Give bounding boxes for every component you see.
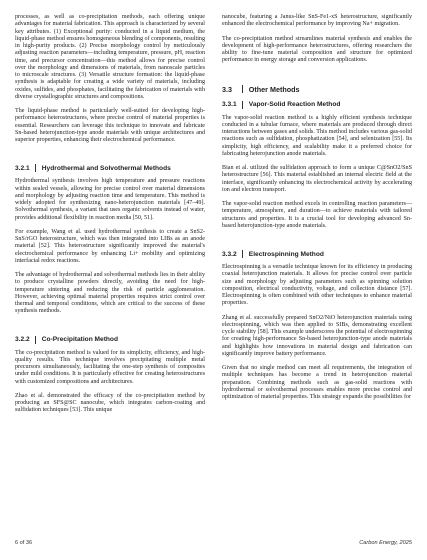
journal-name: Carbon Energy, 2025: [359, 540, 412, 546]
paragraph: The advantage of hydrothermal and solvothermal methods lies in their ability to produce crystalline powders directly, avoiding the need for high-temperature sintering and reducing the risk of particle agglomeration. However, achieving optimal material properties requires strict control over thermal and temporal conditions, which are critical to the success of these synthesis methods.: [15, 272, 205, 315]
section-title: Electrospinning Method: [248, 250, 324, 258]
section-heading: [222, 101, 412, 109]
page-footer: [15, 540, 412, 550]
paragraph: The vapor-solid reaction method excels in controlling reaction parameters—temperature, atmosphere, and duration—to achieve materials with tailored structures and properties. It is a crucial tool for developing advanced Sn-based heterojunction-type anode materials.: [222, 201, 412, 229]
heading-divider: [242, 85, 243, 93]
heading-divider: [35, 336, 36, 344]
section-number: 3.3.1: [222, 101, 237, 108]
right-column: [222, 14, 412, 408]
paragraph: nanocube, featuring a Janus-like SnS-Fe1-xS heterostructure, significantly enhanced the electrochemical performance by improving Na+ migration.: [222, 14, 412, 28]
heading-divider: [242, 101, 243, 109]
section-title: Vapor-Solid Reaction Method: [248, 101, 341, 108]
section-heading: [222, 85, 412, 94]
paragraph: The liquid-phase method is particularly well-suited for developing high-performance heterostructures, where precise control of material properties is essential. Researchers can leverage this technique to innovate and fabricate Sn-based heterojunction-type anode materials with unique architectures and superior properties, enhancing their electrochemical performance.: [15, 108, 205, 143]
page-number: 6 of 36: [15, 540, 33, 546]
paragraph: Zhang et al. successfully prepared SnO2/NiO heterojunction materials using electrospinning, which was then applied to SIBs, demonstrating excellent cycle stability [58]. This example underscores the potential of electrospinning for creating high-performance Sn-based heterojunction-type anode materials and highlights how innovations in material design and fabrication can significantly improve battery performance.: [222, 314, 412, 357]
paragraph: The co-precipitation method streamlines material synthesis and enables the development of high-performance heterostructures, offering researchers the ability to fine-tune material composition and structure for optimized performance in energy storage and conversion applications.: [222, 35, 412, 64]
paragraph: processes, as well as co-precipitation methods, each offering unique advantages for material fabrication. This approach is characterized by several key attributes. (1) Exceptional purity: conducted in a liquid medium, the liquid-phase method ensures homogeneous blending of components, resulting in high-purity products. (2) Precise morphology control by meticulously adjusting reaction parameters—including temperature, pressure, pH, reaction time, and precursor concentration—this method allows for precise control over the morphology and dimensions of materials, from nanoscale particles to microscale structures. (3) Versatile structure formation: the liquid-phase synthesis is adaptable for creating a wide variety of materials, including oxides, sulfides, and phosphates, facilitating the fabrication of materials with diverse crystallographic structures and compositions.: [15, 14, 205, 100]
paragraph: Bian et al. utilized the sulfidation approach to form a unique C@SnO2/SnS heterostructure [56]. This material established an internal electric field at the interface, significantly enhancing its electrochemical activity by accelerating ion and electron transport.: [222, 165, 412, 193]
paragraph: Zhao et al. demonstrated the efficacy of the co-precipitation method by producing an SFS@SC nanocube, which integrates carbon-coating and sulfidation techniques [53]. This unique: [15, 392, 205, 414]
section-number: 3.2.1: [15, 164, 30, 172]
section-title: Hydrothermal and Solvothermal Methods: [41, 164, 171, 172]
paragraph: For example, Wang et al. used hydrothermal synthesis to create a SnS2-SnS/rGO heterostructure, which was then integrated into LIBs as an anode material [52]. This heterostructure significantly improved the material's electrochemical performance by enhancing Li+ mobility and optimizing interfacial redox reactions.: [15, 228, 205, 264]
heading-divider: [242, 250, 243, 258]
paragraph: The co-precipitation method is valued for its simplicity, efficiency, and high-quality results. This technique involves precipitating multiple metal precursors simultaneously, facilitating the one-step synthesis of composites under mild conditions. It is particularly effective for creating heterostructures with customized compositions and architectures.: [15, 349, 205, 385]
section-number: 3.3.2: [222, 250, 237, 258]
section-heading: [15, 336, 205, 344]
heading-divider: [35, 164, 36, 172]
paragraph: Hydrothermal synthesis involves high temperature and pressure reactions within sealed vessels, allowing for precise control over material dimensions and morphology by adjusting reaction time and temperature. This method is widely adopted for synthesizing nano-heterojunction materials [47–49]. Solvothermal synthesis, a variant that uses organic solvents instead of water, provides additional flexibility in reaction media [50, 51].: [15, 178, 205, 221]
paragraph: The vapor-solid reaction method is a highly efficient synthesis technique conducted in a tubular furnace, where materials are produced through direct interactions between gases and solids. This method includes various gas-solid reactions such as sulfidation, phosphatization [54], and selenization [55]. Its simplicity, high efficiency, and scalability make it a preferred choice for fabricating heterojunction anode materials.: [222, 114, 412, 157]
left-column: [15, 14, 205, 422]
section-number: 3.3: [222, 84, 232, 94]
section-heading: [222, 250, 412, 258]
section-number: 3.2.2: [15, 336, 30, 343]
section-title: Co-Precipitation Method: [41, 336, 118, 343]
paragraph: Electrospinning is a versatile technique known for its efficiency in producing coaxial heterojunction materials. It allows for precise control over particle size and morphology by adjusting parameters such as spinning solution composition, electrical conductivity, voltage, and collection distance [57]. Electrospinning is often combined with other techniques to enhance material properties.: [222, 264, 412, 307]
section-title: Other Methods: [248, 84, 300, 94]
section-heading: [15, 164, 205, 172]
paragraph: Given that no single method can meet all requirements, the integration of multiple techniques has become a trend in heterojunction material preparation. Combining methods such as gas-solid reactions with hydrothermal or solvothermal processes enables more precise control and optimization of material properties. This strategy expands the possibilities for: [222, 365, 412, 400]
